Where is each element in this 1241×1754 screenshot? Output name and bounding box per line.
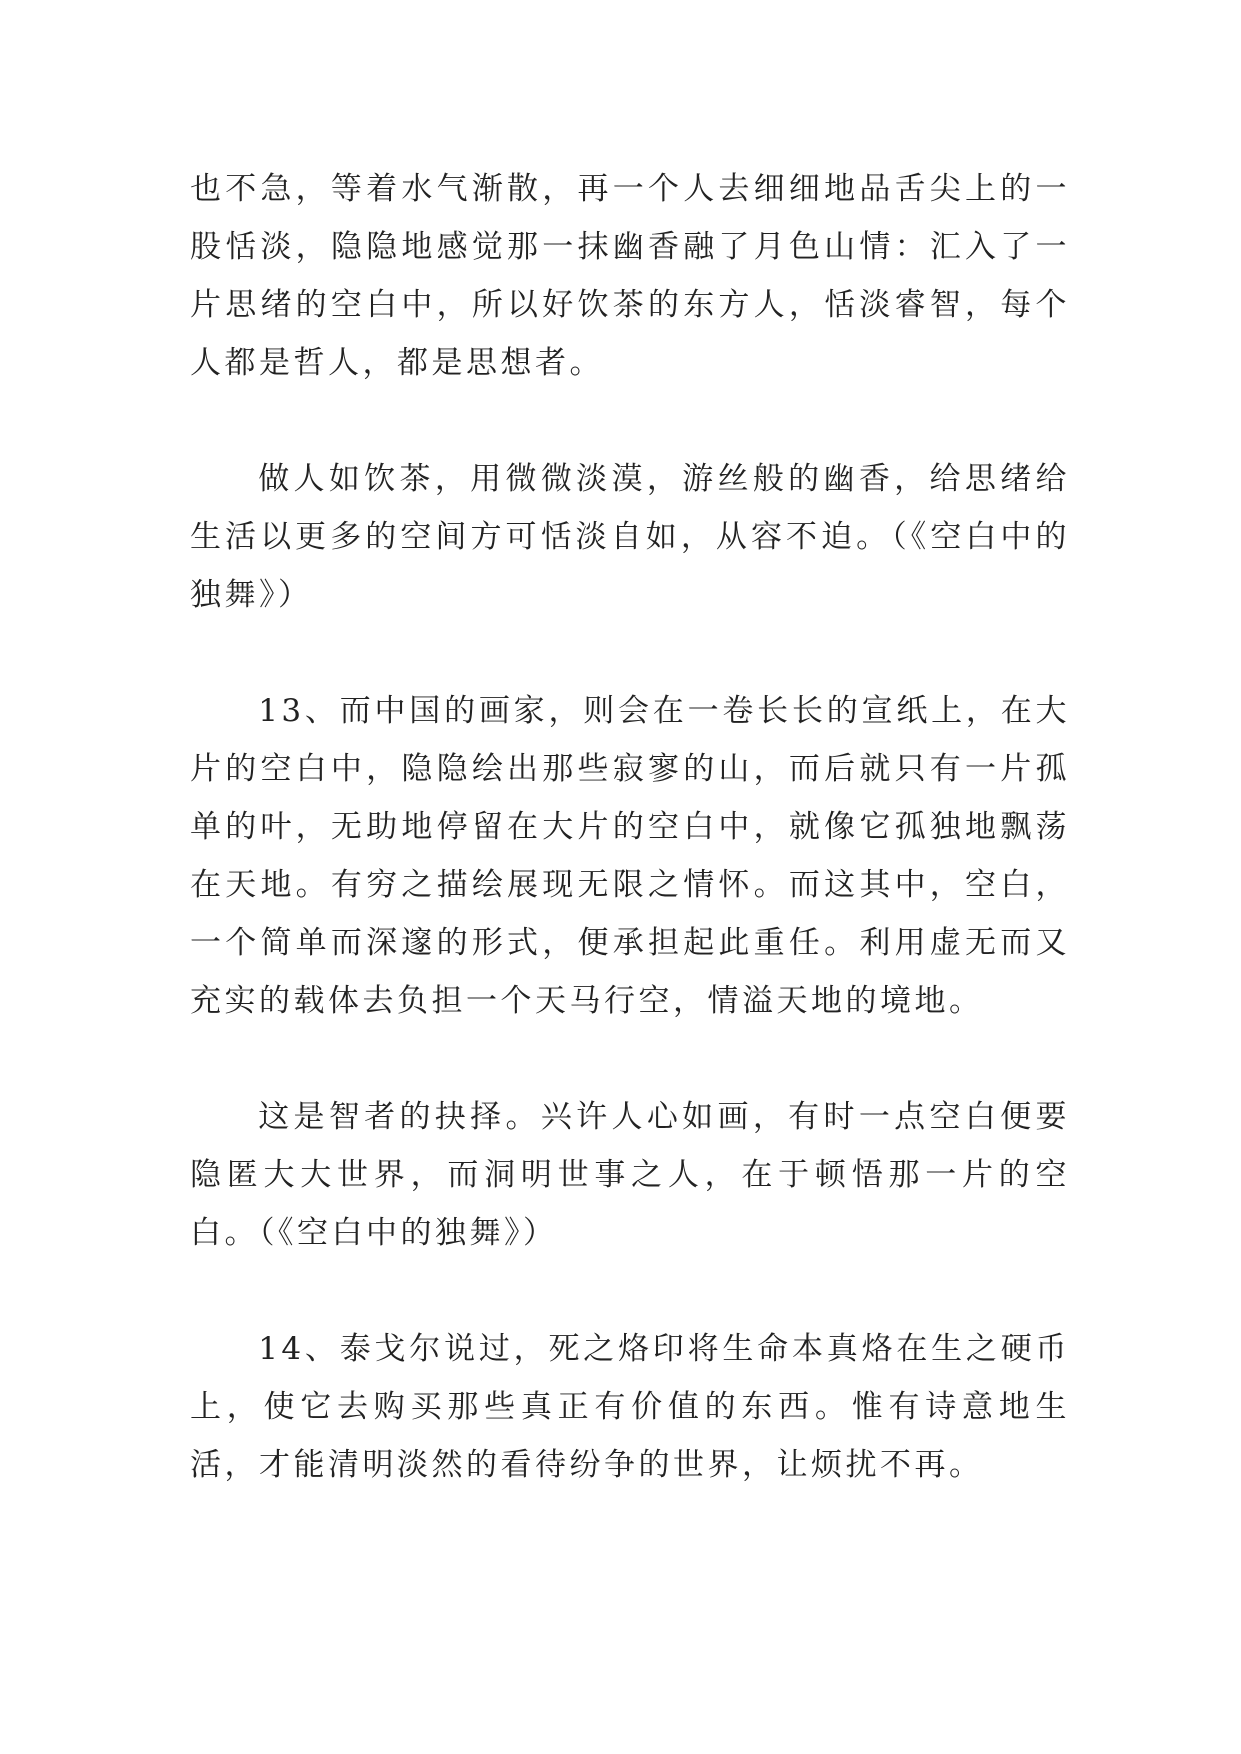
paragraph-1: 也不急，等着水气渐散，再一个人去细细地品舌尖上的一股恬淡，隐隐地感觉那一抹幽香融了月色山情：汇入了一片思绪的空白中，所以好饮茶的东方人，恬淡睿智，每个人都是哲人，都是思想者。 (190, 171, 1070, 381)
document-body (190, 160, 1070, 1494)
paragraph-3: 13、而中国的画家，则会在一卷长长的宣纸上，在大片的空白中，隐隐绘出那些寂寥的山，而后就只有一片孤单的叶，无助地停留在大片的空白中，就像它孤独地飘荡在天地。有穷之描绘展现无限之情怀。而这其中，空白，一个简单而深邃的形式，便承担起此重任。利用虚无而又充实的载体去负担一个天马行空，情溢天地的境地。 (190, 693, 1070, 1019)
paragraph-4: 这是智者的抉择。兴许人心如画，有时一点空白便要隐匿大大世界，而洞明世事之人，在于顿悟那一片的空白。（《空白中的独舞》） (190, 1099, 1070, 1251)
paragraph-5: 14、泰戈尔说过，死之烙印将生命本真烙在生之硬币上，使它去购买那些真正有价值的东西。惟有诗意地生活，才能清明淡然的看待纷争的世界，让烦扰不再。 (190, 1331, 1070, 1483)
paragraph-2: 做人如饮茶，用微微淡漠，游丝般的幽香，给思绪给生活以更多的空间方可恬淡自如，从容不迫。（《空白中的独舞》） (190, 461, 1070, 613)
